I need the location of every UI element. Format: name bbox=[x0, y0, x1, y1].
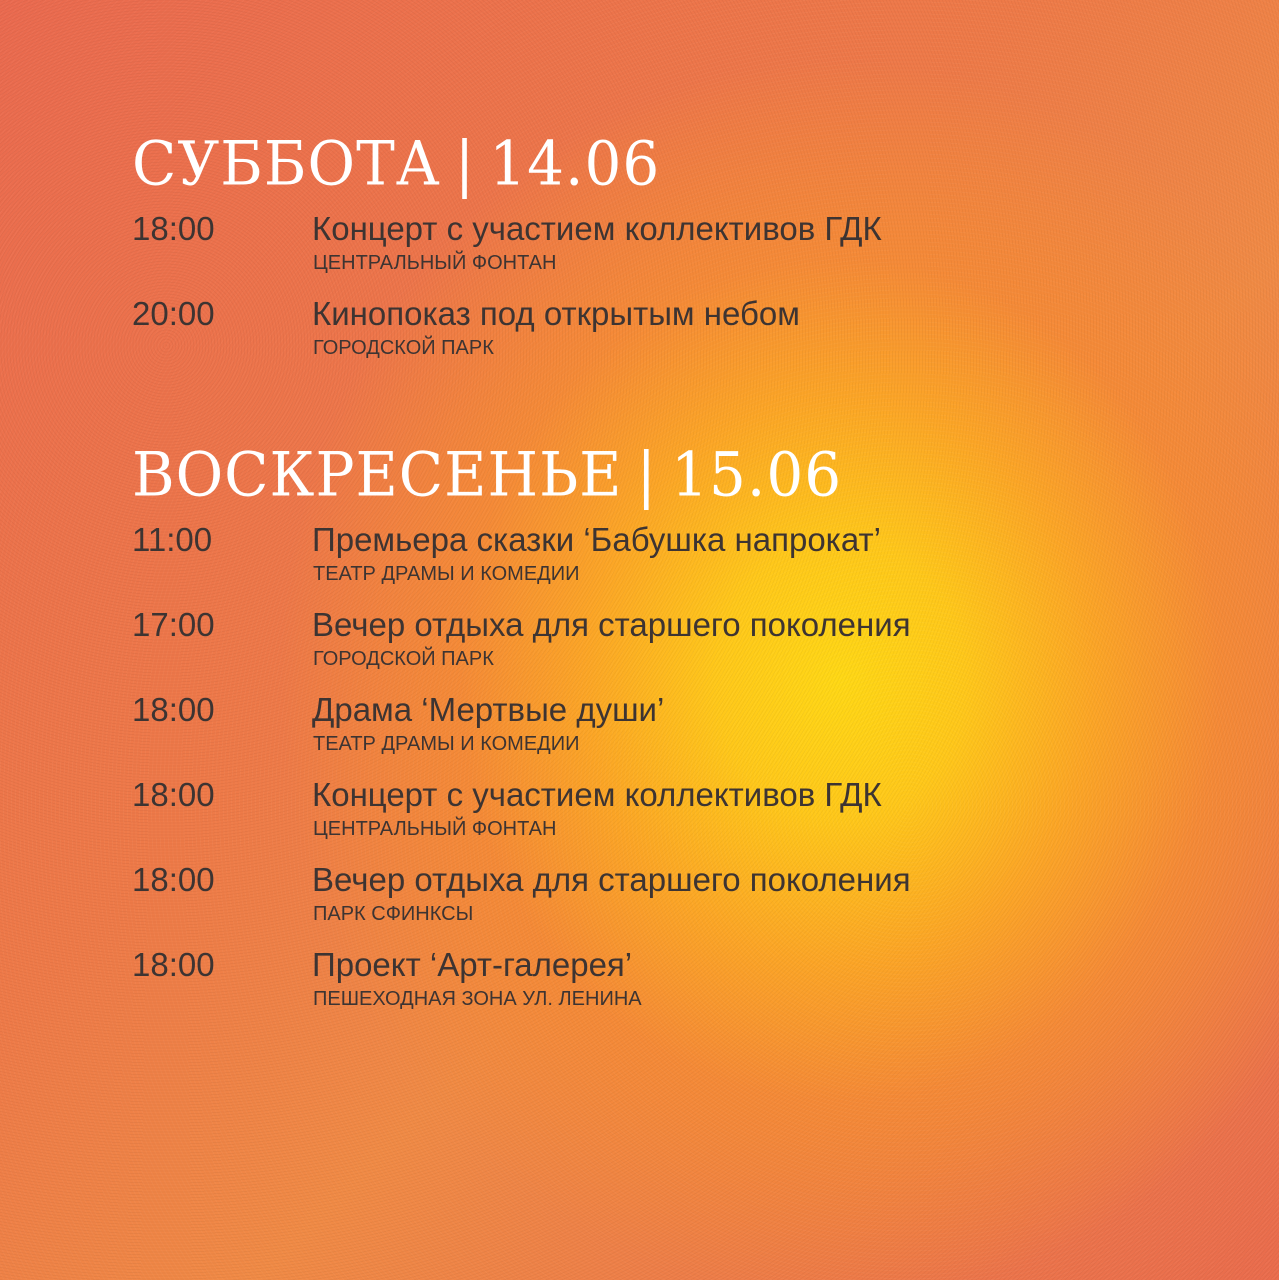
event-time: 11:00 bbox=[132, 521, 213, 558]
event-venue: ТЕАТР ДРАМЫ И КОМЕДИИ bbox=[313, 563, 580, 585]
event-time: 18:00 bbox=[132, 691, 215, 728]
event-title: Проект ‘Арт-галерея’ bbox=[312, 946, 633, 983]
event-item bbox=[132, 692, 1232, 772]
event-title: Кинопоказ под открытым небом bbox=[312, 295, 800, 332]
event-time: 18:00 bbox=[132, 210, 215, 247]
event-time: 18:00 bbox=[132, 776, 215, 813]
day-name: ВОСКРЕСЕНЬЕ bbox=[132, 438, 623, 511]
event-title: Концерт с участием коллективов ГДК bbox=[312, 776, 882, 813]
event-title: Вечер отдыха для старшего поколения bbox=[312, 861, 911, 898]
event-item bbox=[132, 211, 1232, 291]
event-item bbox=[132, 862, 1232, 942]
event-title: Премьера сказки ‘Бабушка напрокат’ bbox=[312, 521, 881, 558]
event-item bbox=[132, 947, 1232, 1027]
heading-separator: | bbox=[454, 127, 476, 200]
day-heading-saturday bbox=[132, 127, 661, 200]
event-item bbox=[132, 607, 1232, 687]
day-name: СУББОТА bbox=[132, 127, 441, 200]
event-venue: ПЕШЕХОДНАЯ ЗОНА УЛ. ЛЕНИНА bbox=[313, 988, 642, 1010]
event-title: Вечер отдыха для старшего поколения bbox=[312, 606, 911, 643]
event-title: Концерт с участием коллективов ГДК bbox=[312, 210, 882, 247]
event-venue: ПАРК СФИНКСЫ bbox=[313, 903, 474, 925]
heading-separator: | bbox=[636, 438, 658, 511]
event-venue: ГОРОДСКОЙ ПАРК bbox=[313, 337, 494, 359]
event-time: 18:00 bbox=[132, 861, 215, 898]
event-venue: ЦЕНТРАЛЬНЫЙ ФОНТАН bbox=[313, 818, 557, 840]
event-venue: ЦЕНТРАЛЬНЫЙ ФОНТАН bbox=[313, 252, 557, 274]
day-heading-sunday bbox=[132, 438, 843, 511]
event-time: 18:00 bbox=[132, 946, 215, 983]
event-item bbox=[132, 777, 1232, 857]
event-venue: ГОРОДСКОЙ ПАРК bbox=[313, 648, 494, 670]
event-venue: ТЕАТР ДРАМЫ И КОМЕДИИ bbox=[313, 733, 580, 755]
day-date: 14.06 bbox=[489, 127, 661, 200]
day-date: 15.06 bbox=[671, 438, 843, 511]
event-item bbox=[132, 296, 1232, 376]
event-time: 20:00 bbox=[132, 295, 215, 332]
event-time: 17:00 bbox=[132, 606, 215, 643]
event-title: Драма ‘Мертвые души’ bbox=[312, 691, 665, 728]
event-item bbox=[132, 522, 1232, 602]
